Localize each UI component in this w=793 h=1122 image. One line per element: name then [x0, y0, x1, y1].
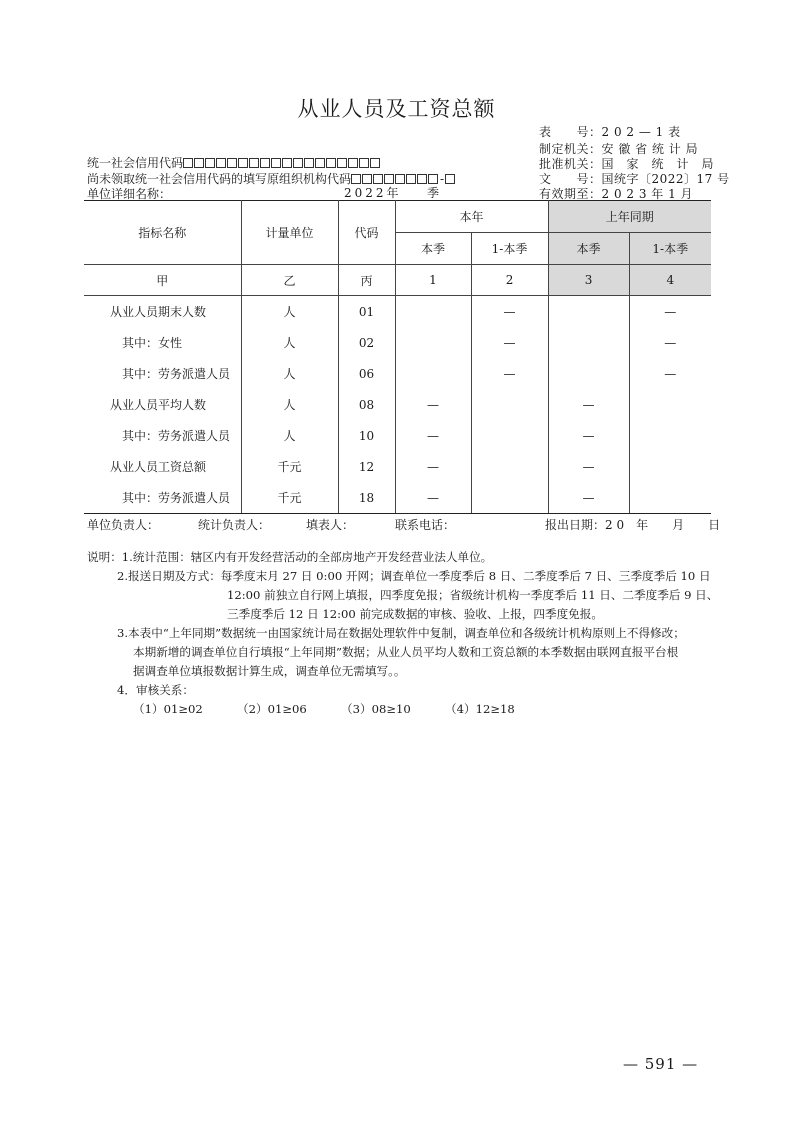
org-code-check-box[interactable] [445, 172, 456, 186]
indicator-name: 其中：劳务派遣人员 [84, 482, 241, 514]
note-1: 说明：1.统计范围：辖区内有开发经营活动的全部房地产开发经营业法人单位。 [87, 550, 493, 564]
data-table [84, 200, 711, 514]
unit-cell: 千元 [241, 451, 338, 482]
indicator-name: 从业人员工资总额 [84, 451, 241, 482]
code-row-cell: 4 [629, 265, 711, 296]
code-digit-box[interactable] [293, 158, 303, 168]
credit-code-boxes[interactable] [183, 156, 381, 170]
code-digit-box[interactable] [348, 158, 358, 168]
value-cell[interactable] [395, 296, 471, 328]
code-cell: 10 [338, 420, 395, 451]
report-date-label: 报出日期：2 0 年 月 日 [545, 518, 721, 532]
value-cell[interactable] [471, 420, 548, 451]
value-cell: — [548, 420, 629, 451]
header-this-year: 本年 [395, 201, 548, 233]
unit-cell: 人 [241, 389, 338, 420]
header-last-year-cumulative: 1-本季 [629, 233, 711, 265]
value-cell: — [395, 482, 471, 514]
table-row [84, 296, 711, 328]
audit-item: （4）12≥18 [445, 702, 515, 716]
code-row-cell: 1 [395, 265, 471, 296]
page-number: — 591 — [623, 1055, 699, 1073]
code-digit-box[interactable] [359, 158, 369, 168]
value-cell[interactable] [629, 482, 711, 514]
table-row [84, 420, 711, 451]
value-cell[interactable] [395, 358, 471, 389]
value-cell: — [471, 358, 548, 389]
meta-form-number: 表 号：2 0 2 — 1 表 [539, 125, 681, 139]
meta-document-number: 文 号：国统字〔2022〕17 号 [539, 172, 730, 186]
code-digit-box[interactable] [326, 158, 336, 168]
header-code: 代码 [338, 201, 395, 265]
audit-relations [87, 700, 727, 719]
header-last-year: 上年同期 [548, 201, 711, 233]
value-cell: — [664, 304, 677, 319]
unit-cell: 千元 [241, 482, 338, 514]
unit-cell: 人 [241, 420, 338, 451]
table-row [84, 327, 711, 358]
value-cell: — [471, 296, 548, 328]
credit-code-label: 统一社会信用代码 [87, 156, 184, 170]
value-cell: — [395, 451, 471, 482]
code-cell: 12 [338, 451, 395, 482]
value-cell[interactable] [629, 389, 711, 420]
code-row-cell: 3 [548, 265, 629, 296]
value-cell[interactable] [548, 327, 629, 358]
value-cell: — [471, 327, 548, 358]
meta-valid-until: 有效期至：2 0 2 3 年 1 月 [539, 187, 694, 201]
table-row [84, 451, 711, 482]
unit-cell: 人 [241, 327, 338, 358]
credit-code-line [87, 154, 381, 171]
code-digit-box[interactable] [428, 174, 438, 184]
code-cell: 08 [338, 389, 395, 420]
value-cell[interactable] [471, 482, 548, 514]
code-digit-box[interactable] [304, 158, 314, 168]
table-row [84, 358, 711, 389]
code-digit-box[interactable] [216, 158, 226, 168]
code-cell: 18 [338, 482, 395, 514]
code-digit-box[interactable] [337, 158, 347, 168]
code-digit-box[interactable] [238, 158, 248, 168]
indicator-name: 其中：劳务派遣人员 [84, 420, 241, 451]
value-cell: — [664, 335, 677, 350]
code-digit-box[interactable] [249, 158, 259, 168]
unit-name-label: 单位详细名称： [87, 187, 172, 201]
table-row [84, 389, 711, 420]
code-row-cell: 丙 [338, 265, 395, 296]
code-row-cell: 乙 [241, 265, 338, 296]
header-unit: 计量单位 [241, 201, 338, 265]
filler-label: 填表人： [306, 518, 355, 532]
note-3-line-1: 3.本表中“上年同期”数据统一由国家统计局在数据处理软件中复制，调查单位和各级统计机构原则上不得修改； [117, 626, 685, 640]
report-quarter: 季 [427, 186, 440, 200]
header-last-year-quarter: 本季 [548, 233, 629, 265]
value-cell: — [664, 366, 677, 381]
code-digit-box[interactable] [315, 158, 325, 168]
value-cell[interactable] [629, 420, 711, 451]
note-4-heading: 4．审核关系： [117, 683, 194, 697]
meta-issuing-agency: 制定机关：安 徽 省 统 计 局 [539, 142, 699, 156]
value-cell: — [548, 389, 629, 420]
note-3-line-3: 据调查单位填报数据计算生成，调查单位无需填写。。 [133, 664, 406, 678]
value-cell[interactable] [395, 327, 471, 358]
code-digit-box[interactable] [260, 158, 270, 168]
code-digit-box[interactable] [227, 158, 237, 168]
indicator-name: 从业人员平均人数 [84, 389, 241, 420]
value-cell: — [548, 482, 629, 514]
code-digit-box[interactable] [282, 158, 292, 168]
code-digit-box[interactable] [205, 158, 215, 168]
code-row-cell: 甲 [84, 265, 241, 296]
indicator-name: 其中：女性 [84, 327, 241, 358]
note-3-line-2: 本期新增的调查单位自行填报“上年同期”数据；从业人员平均人数和工资总额的本季数据由联网直报平台根 [133, 645, 679, 659]
value-cell[interactable] [548, 358, 629, 389]
code-digit-box[interactable] [183, 158, 193, 168]
value-cell[interactable] [471, 389, 548, 420]
code-cell: 01 [338, 296, 395, 328]
stat-head-label: 统计负责人： [198, 518, 271, 532]
code-row-cell: 2 [471, 265, 548, 296]
value-cell[interactable] [471, 451, 548, 482]
header-this-year-quarter: 本季 [395, 233, 471, 265]
value-cell: — [395, 389, 471, 420]
code-digit-box[interactable] [373, 174, 383, 184]
code-digit-box[interactable] [351, 174, 361, 184]
unit-cell: 人 [241, 358, 338, 389]
value-cell: — [548, 451, 629, 482]
notes-section [87, 548, 727, 719]
code-digit-box[interactable] [445, 174, 455, 184]
unit-head-label: 单位负责人： [87, 518, 160, 532]
org-code-dash: - [440, 172, 445, 186]
code-digit-box[interactable] [395, 174, 405, 184]
note-2-line-3: 三季度季后 12 日 12:00 前完成数据的审核、验收、上报，四季度免报。 [227, 607, 603, 621]
note-2-line-2: 12:00 前独立自行网上填报，四季度免报；省级统计机构一季度季后 11 日、二季度季后 9 日、 [227, 588, 719, 602]
header-indicator: 指标名称 [84, 201, 241, 265]
table-row [84, 482, 711, 514]
code-digit-box[interactable] [271, 158, 281, 168]
code-digit-box[interactable] [417, 174, 427, 184]
org-code-label: 尚未领取统一社会信用代码的填写原组织机构代码 [87, 172, 352, 186]
value-cell: — [395, 420, 471, 451]
audit-item: （1）01≥02 [133, 702, 203, 716]
code-digit-box[interactable] [362, 174, 372, 184]
code-digit-box[interactable] [370, 158, 380, 168]
audit-item: （3）08≥10 [341, 702, 411, 716]
indicator-name: 其中：劳务派遣人员 [84, 358, 241, 389]
code-cell: 02 [338, 327, 395, 358]
code-digit-box[interactable] [406, 174, 416, 184]
code-cell: 06 [338, 358, 395, 389]
unit-cell: 人 [241, 296, 338, 328]
meta-approving-agency: 批准机关：国 家 统 计 局 [539, 157, 715, 171]
note-2-line-1: 2.报送日期及方式：每季度末月 27 日 0:00 开网；调查单位一季度季后 8 日、二季度季后 7 日、三季度季后 10 日 [117, 569, 711, 583]
form-title: 从业人员及工资总额 [297, 97, 496, 121]
value-cell[interactable] [548, 296, 629, 328]
phone-label: 联系电话： [395, 518, 456, 532]
code-digit-box[interactable] [384, 174, 394, 184]
audit-item: （2）01≥06 [237, 702, 307, 716]
header-this-year-cumulative: 1-本季 [471, 233, 548, 265]
indicator-name: 从业人员期末人数 [84, 296, 241, 328]
code-digit-box[interactable] [194, 158, 204, 168]
report-year: 2022年 [344, 186, 402, 200]
value-cell[interactable] [629, 451, 711, 482]
